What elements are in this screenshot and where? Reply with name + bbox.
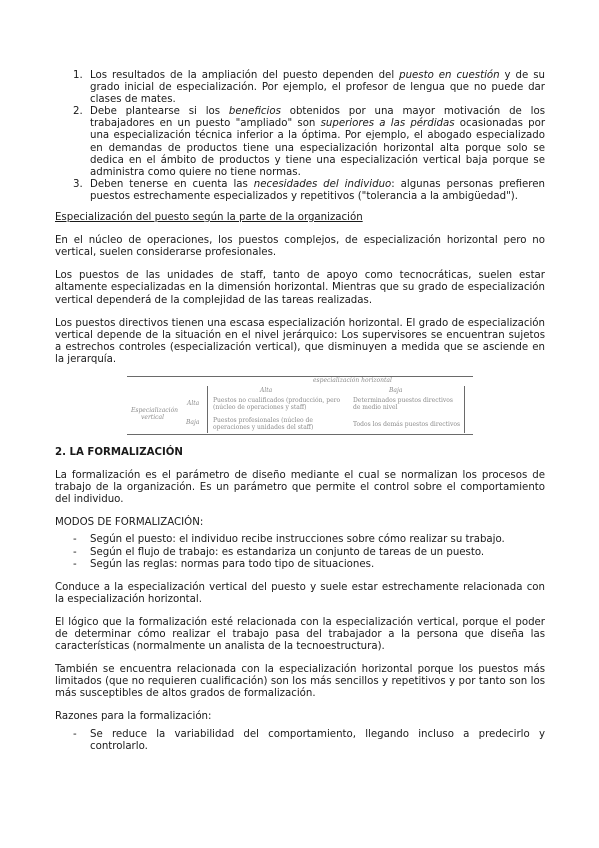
section-title-formalizacion: 2. LA FORMALIZACIÓN [55,446,183,458]
list-number: 1. [73,70,83,81]
paragraph-formalizacion: La formalización es el parámetro de diseño mediante el cual se normalizan los procesos de trabajo de la organización. Es un parámetro que permite el control sobre el comportamiento del individuo. [55,470,545,506]
specialization-table-image [127,376,473,435]
row-header: vertical [141,413,164,421]
table-top-rule [127,376,473,377]
list-text: y de su grado inicial de especialización. Por ejemplo, el profesor de lengua que no puede dar clases de mates. [90,70,545,106]
paragraph-logico: El lógico que la formalización esté relacionada con la especialización vertical, porque el poder de determinar cómo realizar el trabajo pasa del trabajador a la persona que diseña las características (normalmente un analista de la tecnoestructura). [55,616,545,653]
col-header: especialización horizontal [313,376,392,384]
list-emphasis: beneficios [228,106,281,118]
paragraph-staff: Los puestos de las unidades de staff, tanto de apoyo como tecnocráticas, suelen estar altamente especializadas en la dimensión horizontal. Mientras que su grado de especialización vertical dependerá de la complejidad de las tareas realizadas. [55,270,545,306]
dash-marker: - [73,558,77,570]
list-item [55,106,545,179]
list-text: ocasionadas por una especialización técnica inferior a la óptima. Por ejemplo, el abogado especializado en demandas de productos tiene una especialización horizontal alta porque solo se dedica en el ámbito de productos y tiene una especialización vertical baja porque se administra como quiere no tiene normas. [90,118,546,178]
list-item [55,179,545,203]
paragraph-conduce: Conduce a la especialización vertical del puesto y suele estar estrechamente relacionada con la especialización horizontal. [55,581,545,605]
list-emphasis: puesto en cuestión [399,70,500,81]
list-text: Según el flujo de trabajo: es estandariza un conjunto de tareas de un puesto. [90,546,485,558]
list-text: Se reduce la variabilidad del comportamiento, llegando incluso a predecirlo y controlarlo. [90,728,545,752]
list-item [55,547,545,559]
dash-marker: - [73,728,77,740]
list-text: : algunas personas prefieren puestos estrechamente especializados y repetitivos ("tolerancia a la ambigüedad"). [90,178,545,202]
row-alta: Alta [187,399,200,407]
modos-title: MODOS DE FORMALIZACIÓN: [55,517,204,529]
list-number: 3. [73,178,83,190]
list-item [55,729,545,753]
razones-title: Razones para la formalización: [55,711,212,723]
paragraph-tambien: También se encuentra relacionada con la especialización horizontal porque los puestos más limitados (que no requieren cualificación) son los más sencillos y repetitivos y por tanto son los más susceptibles de altos grados de formalización. [55,664,545,700]
table-cell: Puestos profesionales (núcleo de [213,416,313,424]
modos-list [55,534,545,570]
col-baja: Baja [389,386,403,394]
list-item [55,559,545,571]
list-text: Los resultados de la ampliación del puesto dependen del [90,70,400,81]
list-emphasis: necesidades del individuo [253,178,392,190]
list-text: Según las reglas: normas para todo tipo de situaciones. [90,558,375,570]
table-cell: Determinados puestos directivos [353,396,453,404]
table-cell: de medio nivel [353,403,398,411]
table-cell: Puestos no cualificados (producción, pero [213,396,341,404]
list-text: Debe plantearse si los [90,106,229,118]
list-emphasis: superiores a las pérdidas [320,118,455,130]
paragraph-directivos: Los puestos directivos tienen una escasa especialización horizontal. El grado de especialización vertical depende de la situación en el nivel jerárquico: Los supervisores se encuentran sujetos a estrechos controles (especialización vertical), que disminuyen a medida que se asciende en la jerarquía. [55,317,545,365]
table-cell: (núcleo de operaciones y staff) [213,403,307,411]
table-bottom-rule [127,434,473,435]
table-vertical-rule [464,386,465,433]
table-vertical-rule [207,386,208,433]
razones-list [55,729,545,753]
table-cell: Todos los demás puestos directivos [353,420,461,428]
list-text: obtenidos por una mayor motivación de los trabajadores en un puesto "ampliado" son [90,106,545,130]
dash-marker: - [73,534,77,546]
row-baja: Baja [186,418,200,426]
dash-marker: - [73,546,77,558]
list-text: Según el puesto: el individuo recibe instrucciones sobre cómo realizar su trabajo. [90,534,505,546]
section-heading: Especialización del puesto según la parte de la organización [55,212,363,224]
row-header: Especialización [131,406,179,414]
list-item [55,70,545,106]
list-number: 2. [73,106,83,118]
numbered-list [55,70,545,203]
list-item [55,534,545,546]
col-alta: Alta [260,386,273,394]
paragraph-operaciones: En el núcleo de operaciones, los puestos complejos, de especialización horizontal pero no vertical, suelen considerarse profesionales. [55,235,545,259]
list-text: Deben tenerse en cuenta las [90,178,254,190]
table-cell: operaciones y unidades del staff) [213,423,314,431]
